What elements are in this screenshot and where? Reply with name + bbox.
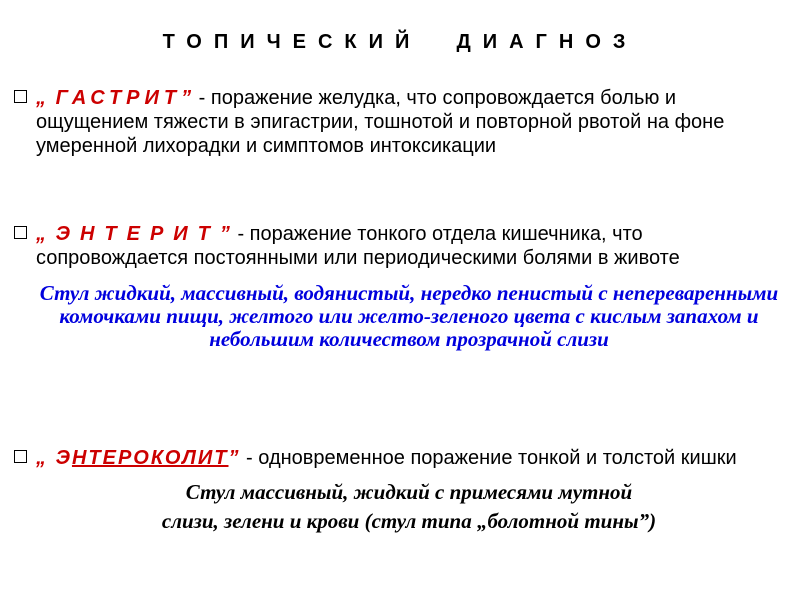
- diagnosis-gastritis: [14, 86, 782, 158]
- checkbox-bullet-icon: [14, 450, 27, 463]
- stool-enterocolitis: [14, 478, 782, 536]
- close-quote: ”: [219, 223, 232, 245]
- dash: -: [231, 223, 250, 245]
- diagnosis-enterocolitis: [14, 446, 782, 536]
- term-enterocolitis-rest: НТЕРОКОЛИТ: [71, 447, 229, 469]
- stool-enteritis: Стул жидкий, массивный, водянистый, нередко пенистый с непереваренными комочками пищи, желтого или желто-зеленого цвета с кислым запахом и небольшим количеством прозрачной слизи: [39, 281, 779, 351]
- term-enterocolitis-first: Э: [55, 447, 72, 469]
- description-gastritis: поражение желудка, что сопровождается болью и ощущением тяжести в эпигастрии, тошнотой и повторной рвотой на фоне умеренной лихорадки и симптомов интоксикации: [36, 87, 725, 157]
- term-gastritis: ГАСТРИТ: [55, 87, 182, 109]
- dash: -: [193, 87, 211, 109]
- stool-enterocolitis-line2: слизи, зелени и крови (стул типа „болотной тины”): [161, 509, 657, 533]
- description-enterocolitis: одновременное поражение тонкой и толстой кишки: [258, 447, 737, 469]
- diagnosis-enteritis: [14, 222, 782, 351]
- close-quote: ”: [181, 87, 194, 109]
- open-quote: „: [36, 223, 56, 245]
- term-enteritis: ЭНТЕРИТ: [55, 223, 220, 245]
- page-title: ТОПИЧЕСКИЙ ДИАГНОЗ: [162, 31, 638, 53]
- checkbox-bullet-icon: [14, 226, 27, 239]
- checkbox-bullet-icon: [14, 90, 27, 103]
- open-quote: „: [36, 87, 56, 109]
- dash: -: [240, 447, 259, 469]
- open-quote: „: [36, 447, 56, 469]
- description-enteritis: поражение тонкого отдела кишечника, что сопровождается постоянными или периодическими болями в животе: [36, 223, 680, 269]
- stool-enterocolitis-line1: Стул массивный, жидкий с примесями мутной: [185, 480, 633, 504]
- close-quote: ”: [228, 447, 241, 469]
